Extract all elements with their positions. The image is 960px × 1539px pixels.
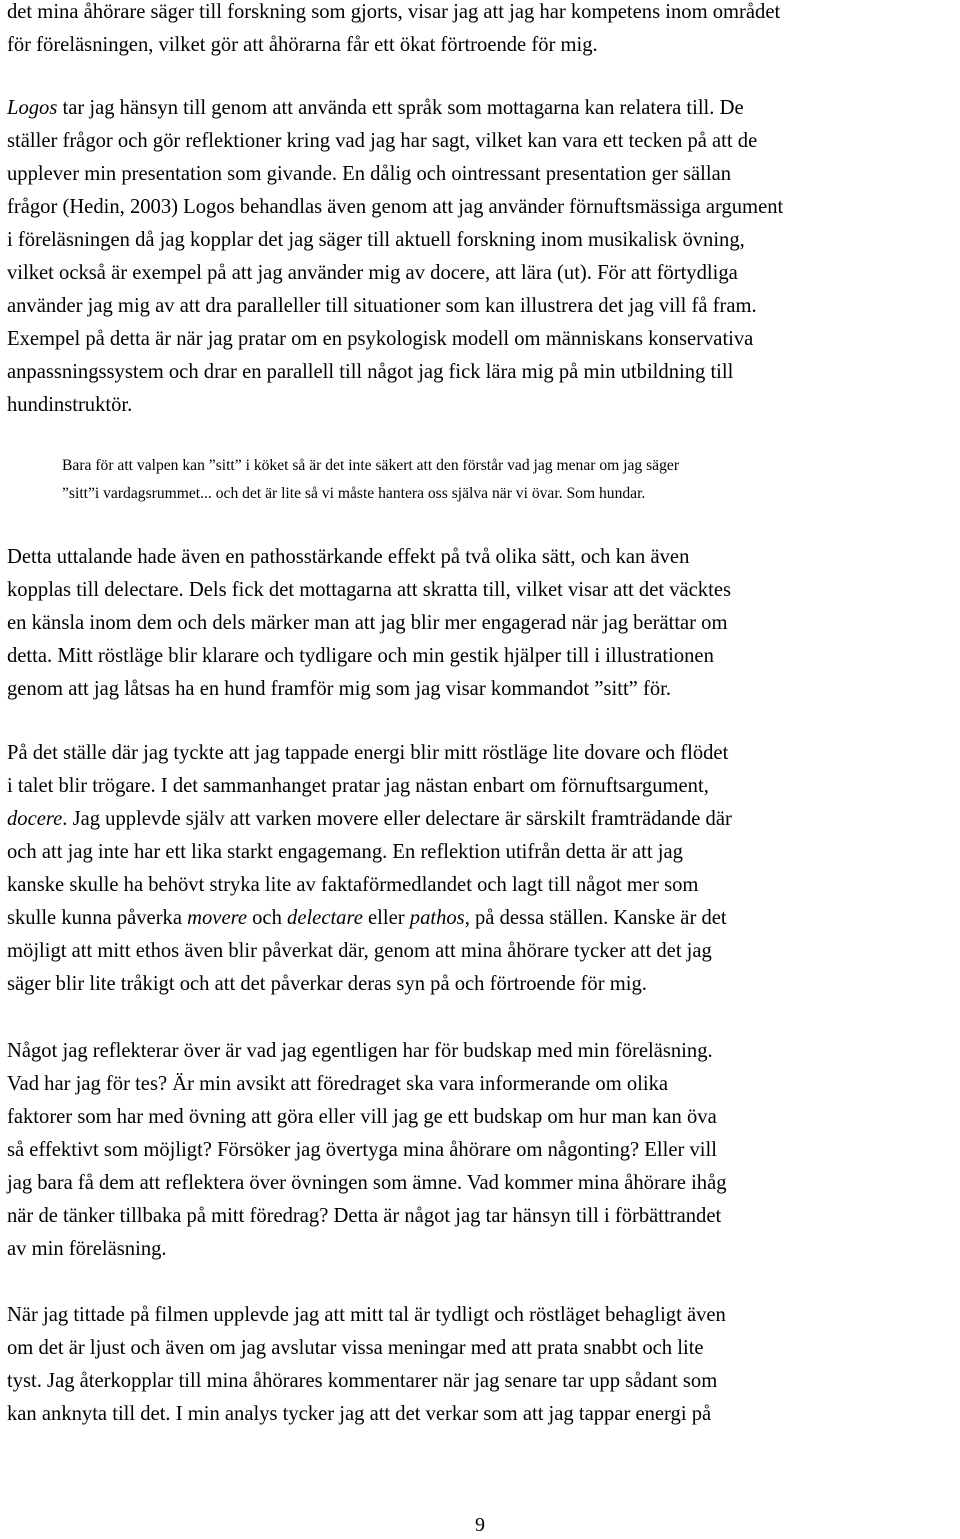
text-line: kanske skulle ha behövt stryka lite av faktaförmedlandet och lagt till något mer som	[7, 874, 699, 896]
text-line: frågor (Hedin, 2003) Logos behandlas även genom att jag använder förnuftsmässiga argument	[7, 196, 784, 218]
text-line: hundinstruktör.	[7, 394, 133, 416]
paragraph-pathos	[7, 541, 955, 706]
block-quote	[62, 452, 942, 508]
text-line: i talet blir trögare. I det sammanhanget pratar jag nästan enbart om förnuftsargument,	[7, 775, 709, 797]
text-line: ställer frågor och gör reflektioner kring vad jag har sagt, vilket kan vara ett tecken på att de	[7, 130, 758, 152]
text-line: för föreläsningen, vilket gör att åhörarna får ett ökat förtroende för mig.	[7, 34, 598, 56]
quote-line: ”sitt”i vardagsrummet... och det är lite så vi måste hantera oss själva när vi övar. Som hundar.	[62, 485, 646, 502]
text-line: upplever min presentation som givande. En dålig och ointressant presentation ger sällan	[7, 163, 732, 185]
page-number: 9	[475, 1514, 485, 1536]
text-line: möjligt att mitt ethos även blir påverkat där, genom att mina åhörare tycker att det jag	[7, 940, 712, 962]
paragraph-logos	[7, 92, 955, 422]
quote-line: Bara för att valpen kan ”sitt” i köket så är det inte säkert att den förstår vad jag menar om jag säger	[62, 457, 680, 474]
text-line: av min föreläsning.	[7, 1238, 167, 1260]
emphasis-docere: docere	[7, 808, 63, 830]
text-line: När jag tittade på filmen upplevde jag att mitt tal är tydligt och röstläget behagligt även	[7, 1304, 726, 1326]
paragraph-film	[7, 1299, 955, 1431]
text-line: Exempel på detta är när jag pratar om en psykologisk modell om människans konservativa	[7, 328, 754, 350]
text-line: vilket också är exempel på att jag använder mig av docere, att lära (ut). För att förtydliga	[7, 262, 738, 284]
text-line: Vad har jag för tes? Är min avsikt att föredraget ska vara informerande om olika	[7, 1073, 669, 1095]
text-line: docere. Jag upplevde själv att varken movere eller delectare är särskilt framträdande där	[7, 808, 732, 830]
emphasis-logos: Logos	[7, 97, 58, 119]
text-line: tyst. Jag återkopplar till mina åhörares kommentarer när jag senare tar upp sådant som	[7, 1370, 718, 1392]
text-line: och att jag inte har ett lika starkt engagemang. En reflektion utifrån detta är att jag	[7, 841, 683, 863]
paragraph-ethos-continued	[7, 0, 955, 62]
emphasis-pathos: pathos	[409, 907, 465, 929]
text-line: när de tänker tillbaka på mitt föredrag? Detta är något jag tar hänsyn till i förbättrandet	[7, 1205, 722, 1227]
emphasis-delectare: delectare	[287, 907, 363, 929]
text-line: Detta uttalande hade även en pathosstärkande effekt på två olika sätt, och kan även	[7, 546, 690, 568]
text-line: skulle kunna påverka movere och delectare eller pathos, på dessa ställen. Kanske är det	[7, 907, 727, 929]
text-line: kan anknyta till det. I min analys tycker jag att det verkar som att jag tappar energi på	[7, 1403, 712, 1425]
emphasis-movere: movere	[187, 907, 247, 929]
text-line: jag bara få dem att reflektera över övningen som ämne. Vad kommer mina åhörare ihåg	[7, 1172, 727, 1194]
text-line: kopplas till delectare. Dels fick det mottagarna att skratta till, vilket visar att det väcktes	[7, 579, 731, 601]
paragraph-message	[7, 1035, 955, 1266]
text-line: detta. Mitt röstläge blir klarare och tydligare och min gestik hjälper till i illustrationen	[7, 645, 714, 667]
text-line: en känsla inom dem och dels märker man att jag blir mer engagerad när jag berättar om	[7, 612, 728, 634]
text-line: faktorer som har med övning att göra eller vill jag ge ett budskap om hur man kan öva	[7, 1106, 717, 1128]
text-line: använder jag mig av att dra paralleller till situationer som kan illustrera det jag vill få fram.	[7, 295, 757, 317]
text-line: säger blir lite tråkigt och att det påverkar deras syn på och förtroende för mig.	[7, 973, 647, 995]
text-line: det mina åhörare säger till forskning som gjorts, visar jag att jag har kompetens inom området	[7, 1, 781, 23]
text-line: Logos tar jag hänsyn till genom att använda ett språk som mottagarna kan relatera till. De	[7, 97, 744, 119]
paragraph-energy	[7, 737, 955, 1001]
text-line: På det ställe där jag tyckte att jag tappade energi blir mitt röstläge lite dovare och flödet	[7, 742, 729, 764]
text-line: genom att jag låtsas ha en hund framför mig som jag visar kommandot ”sitt” för.	[7, 678, 671, 700]
text-line: anpassningssystem och drar en parallell till något jag fick lära mig på min utbildning till	[7, 361, 734, 383]
text-line: så effektivt som möjligt? Försöker jag övertyga mina åhörare om någonting? Eller vill	[7, 1139, 717, 1161]
text-line: i föreläsningen då jag kopplar det jag säger till aktuell forskning inom musikalisk övning,	[7, 229, 745, 251]
text-line: Något jag reflekterar över är vad jag egentligen har för budskap med min föreläsning.	[7, 1040, 713, 1062]
text-line: om det är ljust och även om jag avslutar vissa meningar med att prata snabbt och lite	[7, 1337, 704, 1359]
